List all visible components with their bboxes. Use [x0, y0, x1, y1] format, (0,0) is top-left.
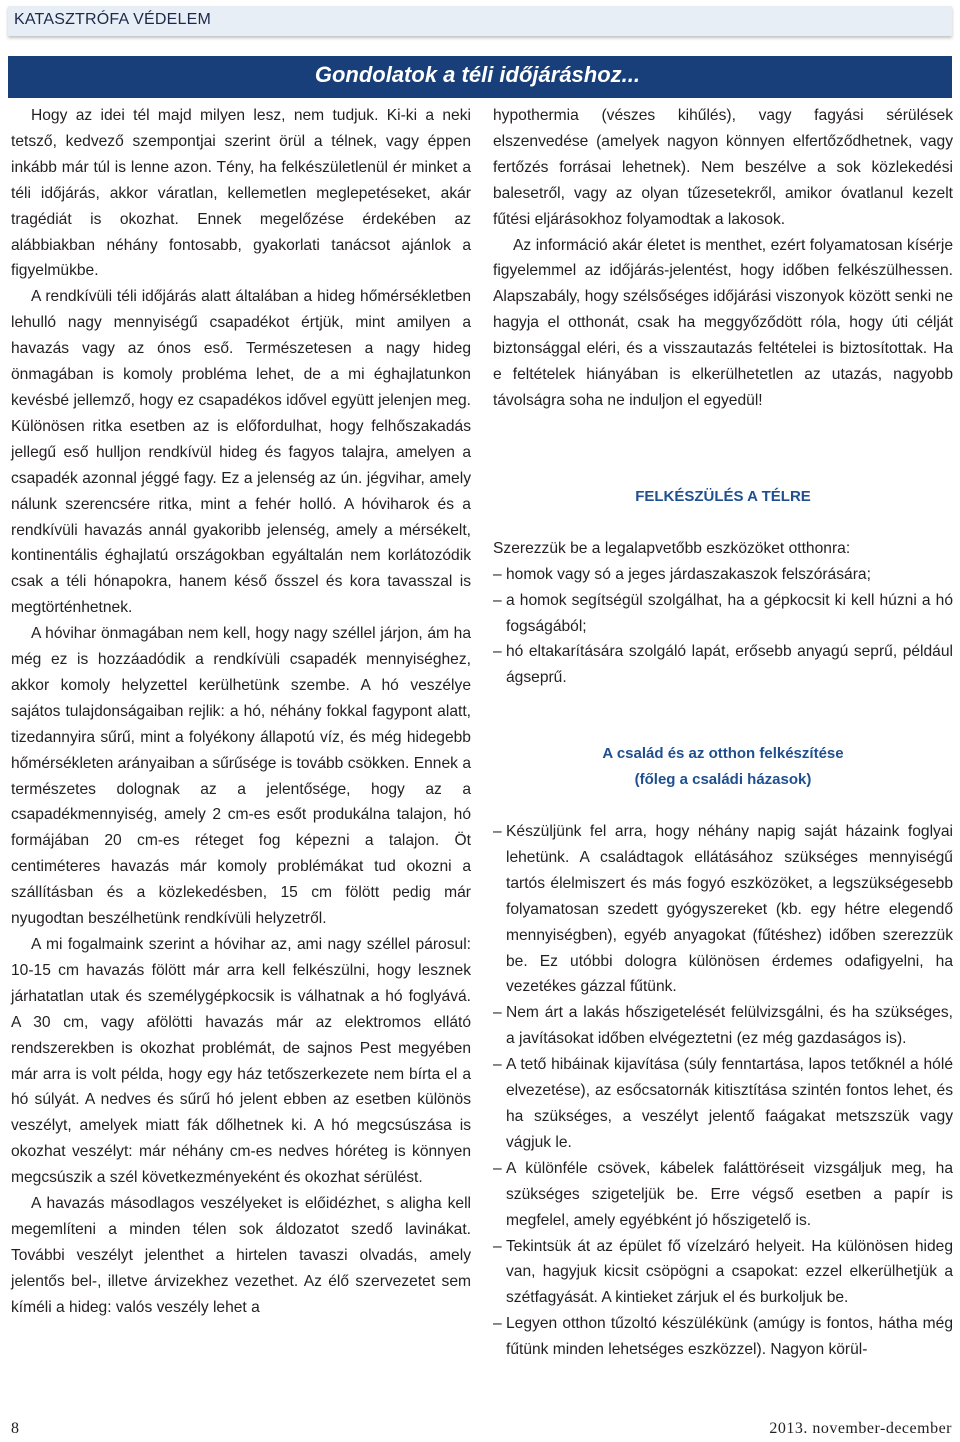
- paragraph: hypothermia (vészes kihűlés), vagy fagyási sérülések elszenvedése (amelyek nagyon könnyen elfertőződhetnek, vagy fertőzés forrásai lehetnek). Nem beszélve a sok közlekedési balesetről, vagy az olyan tűzesetekről, amikor óvatlanul kezelt fűtési eljárásokhoz folyamodtak a lakosok.: [493, 107, 953, 228]
- home-list: [493, 819, 953, 1363]
- spacer: [493, 691, 953, 741]
- spacer: [493, 414, 953, 484]
- tools-list: [493, 562, 953, 692]
- paragraph: A hóvihar önmagában nem kell, hogy nagy széllel járjon, ám ha még ez is hozzáadódik a rendkívüli csapadék mennyiséghez, akkor komoly helyzettel kerülhetünk szembe. A hó veszélye sajátos tulajdonságaiban rejlik: a hó, néhány fokkal fagypont alatt, tizedannyira sűrű, mint a folyékony állapotú víz, és még hidegebb hőmérsékleten arányaiban a sűrűsége is tovább csökken. Ennek a természetes dolognak az a jelentősége, hogy az a csapadékmennyiség, amely 2 cm-es esőt produkálna talajon, hó formájában 20 cm-es réteget fog képezni a talajon. Öt centiméteres havazás már komoly problémákat tud okozni a szállításban és a közlekedésben, 15 cm fölött pedig már nyugodtan beszélhetünk rendkívüli helyzetről.: [11, 625, 471, 928]
- list-item: – hó eltakarítására szolgáló lapát, erősebb anyagú seprű, például ágseprű.: [493, 639, 953, 691]
- paragraph: Az információ akár életet is menthet, ezért folyamatosan kísérje figyelemmel az időjárás-jelentést, hogy időben felkészülhessen. Alapszabály, hogy szélsőséges időjárási viszonyok között senki ne hagyja el otthonát, csak ha meggyőződött róla, hogy úti célját biztonsággal eléri, és a visszautazás feltételei is biztosítottak. Ha e feltételek hiányában is elkerülhetetlen az utazás, nagyobb távolságra soha ne induljon el egyedül!: [493, 236, 953, 409]
- left-column: [11, 103, 471, 1321]
- list-item: – Tekintsük át az épület fő vízelzáró helyeit. Ha különösen hideg van, hagyjuk kicsit csöpögni a csapokat: ezzel elkerülhetjük a szétfagyását. A kintieket zárjuk el és burkoljuk be.: [493, 1234, 953, 1312]
- list-item: – a homok segítségül szolgálhat, ha a gépkocsit ki kell húzni a hó fogságából;: [493, 588, 953, 640]
- section-heading: A család és az otthon felkészítése: [602, 745, 844, 763]
- page-number: 8: [11, 1420, 19, 1437]
- paragraph: A mi fogalmaink szerint a hóvihar az, ami nagy széllel párosul: 10-15 cm havazás fölött már arra kell felkészülni, hogy lesznek járhatatlan utak és személygépkocsik is válhatnak a hó foglyává. A 30 cm, vagy afölötti havazás már az elektromos ellátó rendszerekben is okozhat problémát, de sajnos Pest megyében már arra is volt példa, hogy egy ház tetőszerkezete nem bírta el a hó súlyát. A nedves és sűrű hó jelent ebben az esetben különös veszélyt, amelyek miatt fák dőlhetnek ki. A hó megcsúszása is okozhat veszélyt: már néhány cm-es nedves hóréteg is könnyen megcsúszik a szél következményeként és okozhat sérülést.: [11, 936, 471, 1187]
- paragraph: Szerezzük be a legalapvetőbb eszközöket otthonra:: [493, 539, 851, 557]
- list-item: – A különféle csövek, kábelek faláttöréseit vizsgáljuk meg, ha szükséges szigeteljük be. Erre végső esetben a papír is megfelel, amely egyébként jó hőszigetelő is.: [493, 1156, 953, 1234]
- right-column: [493, 103, 953, 1363]
- title-band: [8, 56, 952, 98]
- paragraph: A rendkívüli téli időjárás alatt általában a hideg hőmérsékletben lehulló nagy mennyiségű csapadékot értjük, mint amilyen a havazás vagy az ónos eső. Természetesen a nagy hideg önmagában is komoly probléma lehet, de a mi éghajlatunkon kevésbé jellemző, hogy ez csapadékos idővel együtt jelenjen meg. Különösen ritka esetben az is előfordulhat, hogy felhőszakadás jellegű eső hulljon rendkívül hideg és fagyos talajra, amelyen a csapadék azonnal jéggé fagy. Ez a jelenség az ún. jégvihar, amely nálunk szerencsére ritka, mint a fehér holló. A hóviharok és a rendkívüli havazás annál gyakoribb jelenség, amely a mérsékelt, kontinentális éghajlatú országokban egyáltalán nem korlátozódik csak a téli hónapokra, hanem késő ősszel és kora tavasszal is megtörténhetnek.: [11, 288, 471, 617]
- paragraph: Hogy az idei tél majd milyen lesz, nem tudjuk. Ki-ki a neki tetsző, kedvező szempontjai szerint örül a télnek, vagy éppen inkább már túl is lenne azon. Tény, ha felkészületlenül ér minket a téli időjárás, akkor váratlan, kellemetlen meglepetéseket, akár tragédiát is okozhat. Ennek megelőzése érdekében az alábbiakban néhány fontosabb, gyakorlati tanácsot ajánlok a figyelmükbe.: [11, 107, 471, 280]
- spacer: [493, 793, 953, 819]
- list-item: – homok vagy só a jeges járdaszakaszok felszórására;: [493, 562, 953, 588]
- list-item: – Legyen otthon tűzoltó készülékünk (amúgy is fontos, hátha még fűtünk minden lehetséges eszközzel). Nagyon körül-: [493, 1311, 953, 1363]
- list-item: – Nem árt a lakás hőszigetelését felülvizsgálni, és ha szükséges, a javításokat időben elvégeztetni (ez még gazdaságos is).: [493, 1000, 953, 1052]
- section-heading: FELKÉSZÜLÉS A TÉLRE: [635, 487, 811, 505]
- spacer: [493, 510, 953, 536]
- list-item: – A tető hibáinak kijavítása (súly fenntartása, lapos tetőknél a hólé elvezetése), az esőcsatornák kitisztítása szintén fontos lehet, és ha szükséges, a veszélyt jelentő faágakat metszszük vagy vágjuk le.: [493, 1052, 953, 1156]
- article-title: Gondolatok a téli időjáráshoz...: [314, 62, 640, 87]
- section-title: KATASZTRÓFA VÉDELEM: [14, 11, 212, 28]
- issue-date: 2013. november-december: [769, 1420, 952, 1437]
- paragraph: A havazás másodlagos veszélyeket is előidézhet, s aligha kell megemlíteni a minden télen sok áldozatot szedő lavinákat. További veszélyt jelenthet a hirtelen tavaszi olvadás, amely jelentős bel-, illetve árvizekhez vezethet. Az élő szervezetet sem kíméli a hideg: valós veszély lehet a: [11, 1195, 471, 1316]
- section-subheading: (főleg a családi házasok): [634, 771, 812, 789]
- list-item: – Készüljünk fel arra, hogy néhány napig saját házaink foglyai lehetünk. A családtagok ellátásához szükséges mennyiségű tartós élelmiszert és más fogyó eszközöket, a legszükségesebb folyamatosan szedett gyógyszereket (kb. egy hétre elegendő mennyiségben), egyéb anyagokat (fűtéshez) időben szerezzük be. Ez utóbbi dologra különösen érdemes odafigyelni, ha vezetékes gázzal fűtünk.: [493, 819, 953, 1000]
- header-bar: [8, 6, 952, 36]
